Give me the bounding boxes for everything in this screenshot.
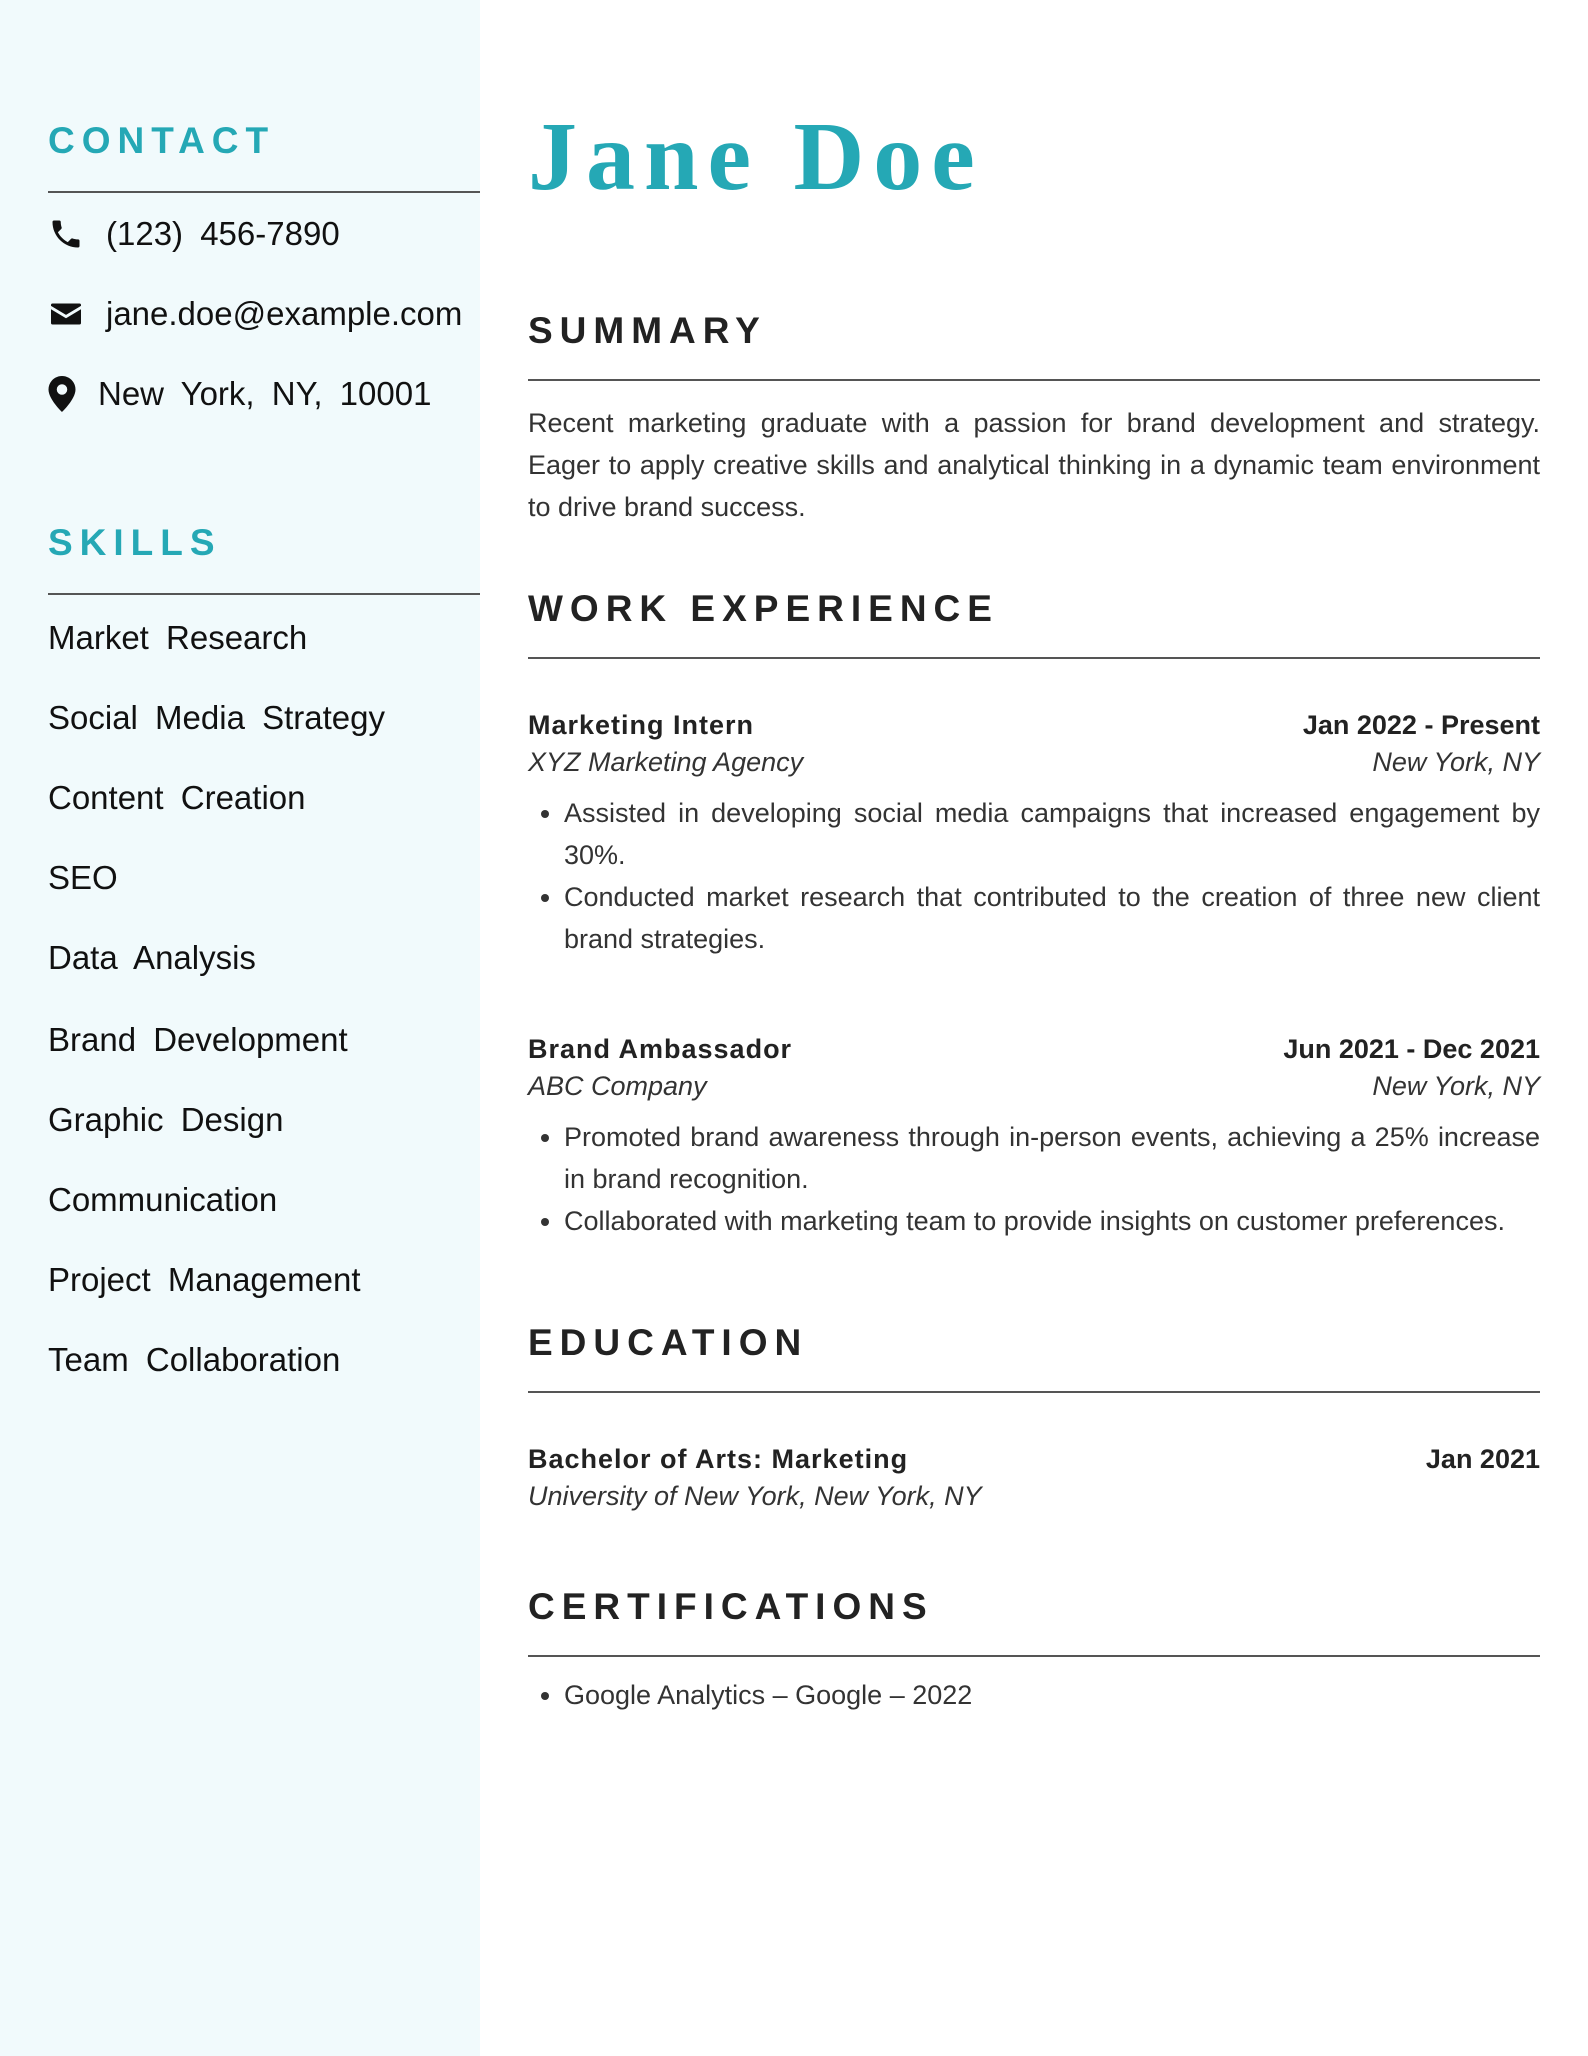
skills-divider bbox=[48, 593, 480, 595]
summary-section bbox=[528, 312, 1540, 381]
sidebar bbox=[0, 0, 480, 2056]
skill-item: Brand Development bbox=[48, 1021, 348, 1058]
certifications-divider bbox=[528, 1655, 1540, 1657]
certifications-section bbox=[528, 1588, 1540, 1657]
summary-divider bbox=[528, 379, 1540, 381]
experience-heading: WORK EXPERIENCE bbox=[528, 588, 999, 629]
skill-item: Project Management bbox=[48, 1261, 361, 1298]
skills-heading: SKILLS bbox=[48, 522, 222, 563]
certification-bullets bbox=[528, 1674, 1540, 1716]
envelope-icon bbox=[48, 296, 84, 332]
candidate-name bbox=[528, 103, 984, 211]
last-name: Doe bbox=[793, 103, 984, 211]
education-heading: EDUCATION bbox=[528, 1322, 809, 1363]
education-divider bbox=[528, 1391, 1540, 1393]
experience-section bbox=[528, 590, 1540, 659]
job-date: Jun 2021 - Dec 2021 bbox=[1283, 1034, 1540, 1064]
skill-item: Content Creation bbox=[48, 779, 306, 816]
phone-icon bbox=[48, 216, 84, 252]
job-company: ABC Company bbox=[528, 1071, 707, 1101]
job-title: Marketing Intern bbox=[528, 710, 755, 740]
job-company: XYZ Marketing Agency bbox=[528, 747, 804, 777]
skill-item: Communication bbox=[48, 1181, 278, 1218]
school: University of New York, New York, NY bbox=[528, 1481, 982, 1511]
phone-text: (123) 456-7890 bbox=[106, 215, 340, 252]
email-text: jane.doe@example.com bbox=[106, 295, 463, 332]
skill-item: Team Collaboration bbox=[48, 1341, 341, 1378]
job-bullet: • Conducted market research that contributed to the creation of three new client brand strategies. bbox=[564, 876, 1540, 960]
certifications-heading: CERTIFICATIONS bbox=[528, 1586, 934, 1627]
education-date: Jan 2021 bbox=[1425, 1444, 1540, 1474]
summary-heading: SUMMARY bbox=[528, 310, 767, 351]
job-location: New York, NY bbox=[1372, 1071, 1540, 1101]
job-bullet: • Promoted brand awareness through in-person events, achieving a 25% increase in brand recognition. bbox=[564, 1116, 1540, 1200]
skill-item: SEO bbox=[48, 859, 118, 896]
certification-item: • Google Analytics – Google – 2022 bbox=[564, 1674, 1540, 1716]
contact-divider bbox=[48, 191, 480, 193]
certifications-list bbox=[528, 1660, 1540, 1716]
degree: Bachelor of Arts: Marketing bbox=[528, 1444, 909, 1474]
contact-heading: CONTACT bbox=[48, 120, 276, 161]
job-bullets bbox=[528, 792, 1540, 960]
job-bullet: • Assisted in developing social media campaigns that increased engagement by 30%. bbox=[564, 792, 1540, 876]
contact-location bbox=[48, 374, 431, 414]
job-bullets bbox=[528, 1116, 1540, 1242]
skill-item: Data Analysis bbox=[48, 939, 256, 976]
education-entry bbox=[528, 1444, 1540, 1512]
contact-phone[interactable] bbox=[48, 214, 340, 254]
contact-section bbox=[48, 120, 480, 412]
job-date: Jan 2022 - Present bbox=[1302, 710, 1540, 740]
job-entry bbox=[528, 710, 1540, 960]
location-text: New York, NY, 10001 bbox=[98, 375, 432, 412]
job-bullet: • Collaborated with marketing team to provide insights on customer preferences. bbox=[564, 1200, 1540, 1242]
contact-email[interactable] bbox=[48, 294, 462, 334]
skill-item: Social Media Strategy bbox=[48, 699, 385, 736]
experience-divider bbox=[528, 657, 1540, 659]
map-pin-icon bbox=[48, 376, 76, 412]
skill-item: Market Research bbox=[48, 619, 308, 656]
skill-item: Graphic Design bbox=[48, 1101, 284, 1138]
job-location: New York, NY bbox=[1372, 747, 1540, 777]
job-title: Brand Ambassador bbox=[528, 1034, 793, 1064]
first-name: Jane bbox=[528, 103, 760, 211]
summary-text: Recent marketing graduate with a passion for brand development and strategy. Eager to apply creative skills and analytical thinking in a dynamic team environment to drive brand success. bbox=[528, 408, 1540, 522]
skills-section bbox=[48, 522, 480, 1378]
job-entry bbox=[528, 1034, 1540, 1242]
education-section bbox=[528, 1324, 1540, 1393]
